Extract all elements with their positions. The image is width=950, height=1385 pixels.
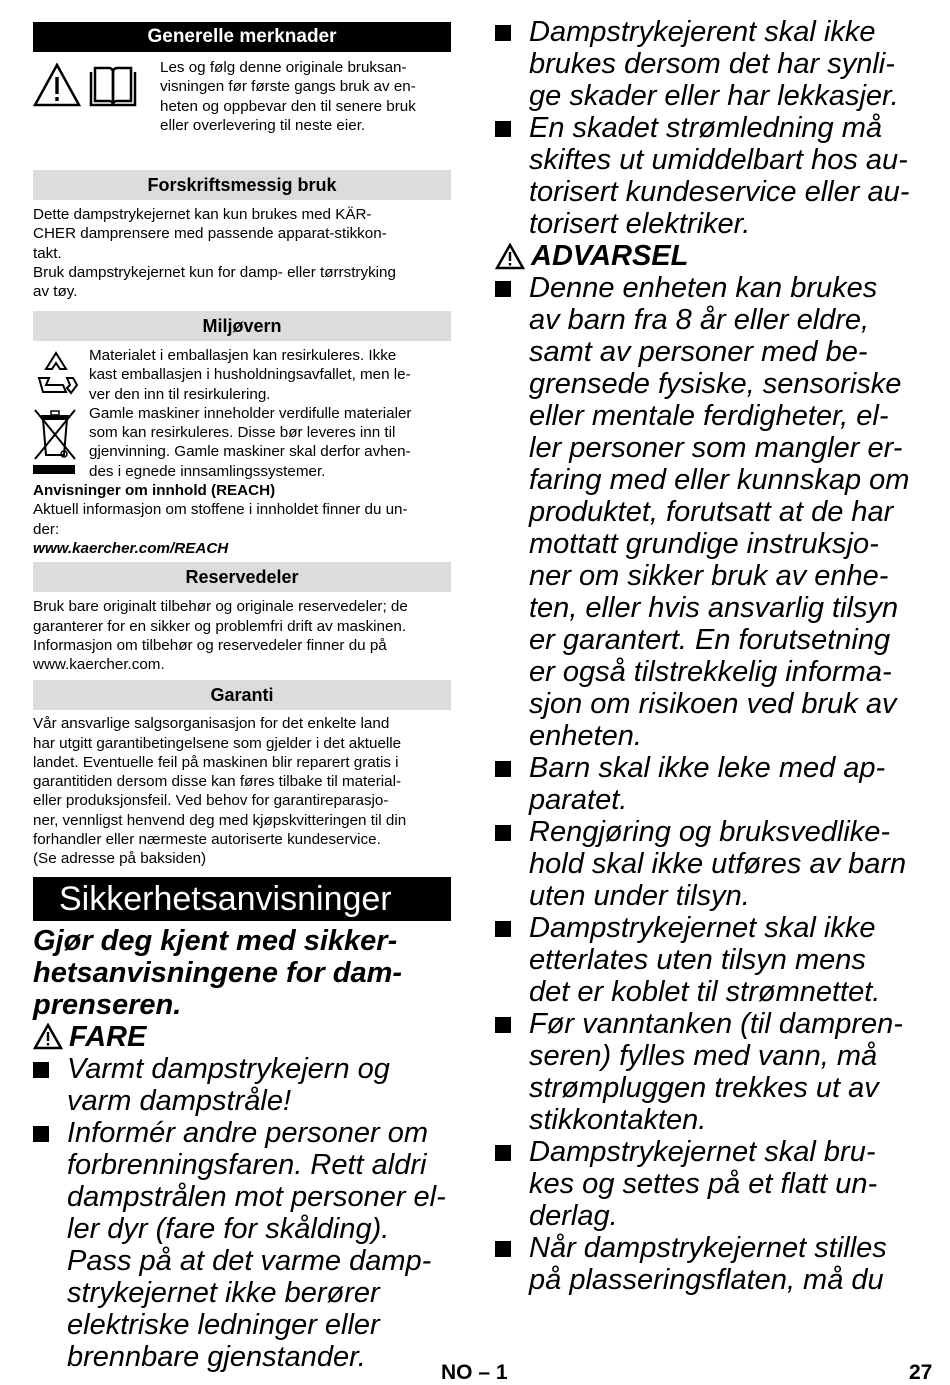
weee-line: som kan resirkuleres. Disse bør leveres inn til bbox=[89, 424, 396, 442]
list-item: Denne enheten kan brukes av barn fra 8 år eller eldre, samt av personer med be- grensede fysiske, sensoriske eller mentale ferdigheter, el- ler personer som mangler er- faring med eller kunnskap om produktet, forutsatt at de har mottatt grundige instruksjo- ner om sikker bruk av enhe- ten, eller hvis ansvarlig tilsyn er garantert. En forutsetning er også tilstrekkelig informa- sjon om risikoen ved bruk av enheten. bbox=[495, 272, 915, 752]
general-notes-block bbox=[33, 52, 451, 170]
bullet-square-icon bbox=[33, 1126, 49, 1142]
general-notes-line: Les og følg denne originale bruksan- bbox=[160, 59, 407, 76]
list-item: Dampstrykejernet skal bru- kes og settes på et flatt un- derlag. bbox=[495, 1136, 915, 1232]
warranty-line: forhandler eller nærmeste autoriserte kundeservice. bbox=[33, 831, 381, 849]
list-item: Varmt dampstrykejern og varm dampstråle! bbox=[33, 1053, 451, 1117]
list-item: Dampstrykejerent skal ikke brukes dersom det har synli- ge skader eller har lekkasjer. bbox=[495, 16, 915, 112]
general-notes-line: eller overlevering til neste eier. bbox=[160, 116, 366, 134]
manual-book-icon bbox=[89, 62, 137, 108]
warranty-heading: Garanti bbox=[33, 680, 451, 710]
page-number: 27 bbox=[909, 1361, 933, 1384]
weee-line: Gamle maskiner inneholder verdifulle materialer bbox=[89, 404, 412, 422]
left-column bbox=[33, 22, 451, 1373]
warranty-line: landet. Eventuelle feil på maskinen blir reparert gratis i bbox=[33, 753, 399, 771]
reach-line: der: bbox=[33, 520, 60, 538]
danger-list bbox=[33, 1053, 451, 1373]
environment-heading: Miljøvern bbox=[33, 311, 451, 341]
warning-label: ADVARSEL bbox=[531, 240, 689, 272]
intended-use-block bbox=[33, 200, 451, 311]
warning-heading bbox=[495, 240, 915, 272]
reach-heading: Anvisninger om innhold (REACH) bbox=[33, 482, 276, 500]
weee-line: des i egnede innsamlingssystemer. bbox=[89, 462, 326, 480]
list-item: En skadet strømledning må skiftes ut umiddelbart hos au- torisert kundeservice eller au- torisert elektriker. bbox=[495, 112, 915, 240]
warning-triangle-icon bbox=[495, 243, 525, 270]
safety-list-top bbox=[495, 16, 915, 240]
intended-use-line: av tøy. bbox=[33, 283, 78, 301]
intended-use-line: takt. bbox=[33, 244, 62, 262]
list-item: Informér andre personer om forbrenningsfaren. Rett aldri dampstrålen mot personer el- ler dyr (fare for skålding). Pass på at det varme damp- strykejernet ikke berører elektriske ledninger eller brennbare gjenstander. bbox=[33, 1117, 451, 1373]
intended-use-line: Bruk dampstrykejernet kun for damp- eller tørrstryking bbox=[33, 263, 396, 281]
intended-use-line: CHER damprensere med passende apparat-stikkon- bbox=[33, 225, 387, 243]
warning-triangle-icon bbox=[33, 1023, 63, 1050]
general-notes-heading: Generelle merknader bbox=[33, 22, 451, 52]
danger-heading bbox=[33, 1021, 451, 1053]
list-item: Når dampstrykejernet stilles på plasseringsflaten, må du bbox=[495, 1232, 915, 1296]
footer-section-label: NO – 1 bbox=[441, 1361, 508, 1384]
warning-list bbox=[495, 272, 915, 1296]
warranty-block bbox=[33, 710, 451, 868]
warranty-line: Vår ansvarlige salgsorganisasjon for det enkelte land bbox=[33, 715, 390, 733]
warranty-line: ner, vennligst henvend deg med kjøpskvitteringen til din bbox=[33, 811, 407, 829]
safety-intro: Gjør deg kjent med sikker- hetsanvisningene for dam- prenseren. bbox=[33, 924, 403, 1021]
bullet-square-icon bbox=[495, 921, 511, 937]
safety-title: Sikkerhetsanvisninger bbox=[33, 877, 451, 921]
warranty-line: har utgitt garantibetingelsene som gjelder i det aktuelle bbox=[33, 734, 402, 752]
list-item: Før vanntanken (til dampren- seren) fylles med vann, må strømpluggen trekkes ut av stikkontakten. bbox=[495, 1008, 915, 1136]
spare-parts-line: garanterer for en sikker og problemfri drift av maskinen. bbox=[33, 617, 407, 635]
weee-block bbox=[33, 404, 451, 481]
spare-parts-block bbox=[33, 592, 451, 680]
bullet-square-icon bbox=[495, 121, 511, 137]
recycle-icon bbox=[33, 346, 89, 396]
spare-parts-line: www.kaercher.com. bbox=[33, 656, 165, 674]
crossed-bin-icon bbox=[33, 404, 89, 479]
list-item: Rengjøring og bruksvedlike- hold skal ikke utføres av barn uten under tilsyn. bbox=[495, 816, 915, 912]
danger-label: FARE bbox=[69, 1020, 147, 1053]
list-item: Dampstrykejernet skal ikke etterlates uten tilsyn mens det er koblet til strømnettet. bbox=[495, 912, 915, 1008]
recycling-block bbox=[33, 341, 451, 404]
general-notes-line: visningen før første gangs bruk av en- bbox=[160, 78, 416, 96]
spare-parts-heading: Reservedeler bbox=[33, 562, 451, 592]
warranty-line: (Se adresse på baksiden) bbox=[33, 850, 207, 868]
bullet-square-icon bbox=[495, 25, 511, 41]
right-column bbox=[495, 16, 915, 1296]
bullet-square-icon bbox=[495, 761, 511, 777]
warranty-line: garantitiden dersom disse kan føres tilbake til material- bbox=[33, 773, 402, 791]
bullet-square-icon bbox=[495, 1241, 511, 1257]
spare-parts-line: Bruk bare originalt tilbehør og originale reservedeler; de bbox=[33, 598, 408, 616]
spare-parts-line: Informasjon om tilbehør og reservedeler finner du på bbox=[33, 636, 387, 654]
recycling-line: Materialet i emballasjen kan resirkuleres. Ikke bbox=[89, 347, 397, 364]
bullet-square-icon bbox=[495, 281, 511, 297]
intended-use-heading: Forskriftsmessig bruk bbox=[33, 170, 451, 200]
weee-line: gjenvinning. Gamle maskiner skal derfor avhen- bbox=[89, 443, 411, 461]
reach-link[interactable]: www.kaercher.com/REACH bbox=[33, 539, 229, 557]
bullet-square-icon bbox=[33, 1062, 49, 1078]
warranty-line: eller produksjonsfeil. Ved behov for garantireparasjo- bbox=[33, 792, 389, 810]
bullet-square-icon bbox=[495, 1145, 511, 1161]
recycling-line: ver den inn til resirkulering. bbox=[89, 385, 271, 403]
warning-triangle-icon bbox=[33, 62, 81, 108]
bullet-square-icon bbox=[495, 1017, 511, 1033]
intended-use-line: Dette dampstrykejernet kan kun brukes med KÄR- bbox=[33, 206, 372, 223]
recycling-line: kast emballasjen i husholdningsavfallet, men le- bbox=[89, 366, 411, 384]
bullet-square-icon bbox=[495, 825, 511, 841]
general-notes-line: heten og oppbevar den til senere bruk bbox=[160, 97, 416, 115]
reach-line: Aktuell informasjon om stoffene i innholdet finner du un- bbox=[33, 501, 408, 519]
list-item: Barn skal ikke leke med ap- paratet. bbox=[495, 752, 915, 816]
